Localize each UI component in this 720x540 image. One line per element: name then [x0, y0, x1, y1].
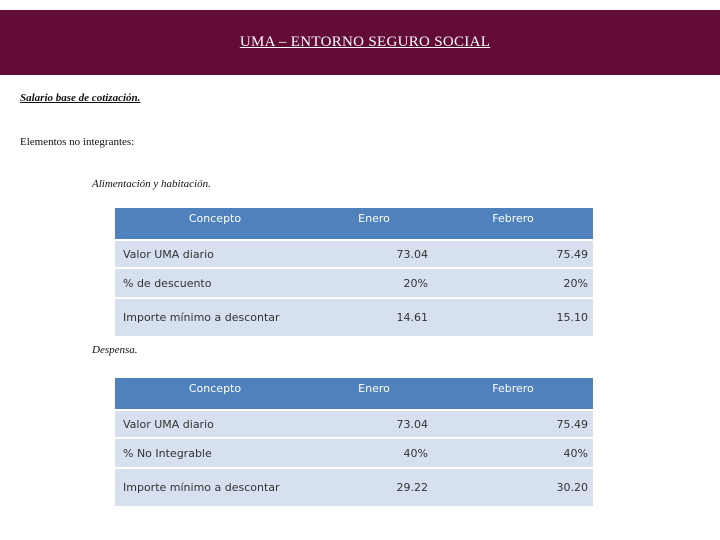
cell-febrero: 40%	[433, 439, 593, 467]
cell-febrero: 30.20	[433, 469, 593, 506]
cell-enero: 73.04	[315, 241, 433, 267]
table-despensa	[115, 376, 593, 508]
table-row	[115, 241, 593, 267]
cell-enero: 29.22	[315, 469, 433, 506]
cell-enero: 20%	[315, 269, 433, 297]
cell-febrero: 15.10	[433, 299, 593, 336]
cell-concepto: % No Integrable	[115, 439, 315, 467]
cell-concepto: Valor UMA diario	[115, 241, 315, 267]
cell-febrero: 20%	[433, 269, 593, 297]
section-heading: Salario base de cotización.	[20, 92, 141, 104]
page-title: UMA – ENTORNO SEGURO SOCIAL	[239, 34, 491, 50]
column-header-concepto: Concepto	[115, 208, 315, 239]
table-row	[115, 439, 593, 467]
cell-enero: 14.61	[315, 299, 433, 336]
section-label-alimentacion: Alimentación y habitación.	[92, 178, 211, 190]
column-header-enero: Enero	[315, 378, 433, 409]
cell-febrero: 75.49	[433, 411, 593, 437]
table-row	[115, 411, 593, 437]
cell-concepto: % de descuento	[115, 269, 315, 297]
table-alimentacion	[115, 206, 593, 338]
title-banner	[0, 10, 720, 75]
column-header-febrero: Febrero	[433, 208, 593, 239]
cell-concepto: Importe mínimo a descontar	[115, 469, 315, 506]
cell-concepto: Valor UMA diario	[115, 411, 315, 437]
cell-enero: 73.04	[315, 411, 433, 437]
column-header-enero: Enero	[315, 208, 433, 239]
table-row	[115, 299, 593, 336]
column-header-febrero: Febrero	[433, 378, 593, 409]
section-label-despensa: Despensa.	[92, 344, 138, 356]
cell-enero: 40%	[315, 439, 433, 467]
column-header-concepto: Concepto	[115, 378, 315, 409]
table-row	[115, 469, 593, 506]
cell-concepto: Importe mínimo a descontar	[115, 299, 315, 336]
table-header-row	[115, 378, 593, 409]
table-header-row	[115, 208, 593, 239]
cell-febrero: 75.49	[433, 241, 593, 267]
table-row	[115, 269, 593, 297]
section-subheading: Elementos no integrantes:	[20, 136, 135, 148]
